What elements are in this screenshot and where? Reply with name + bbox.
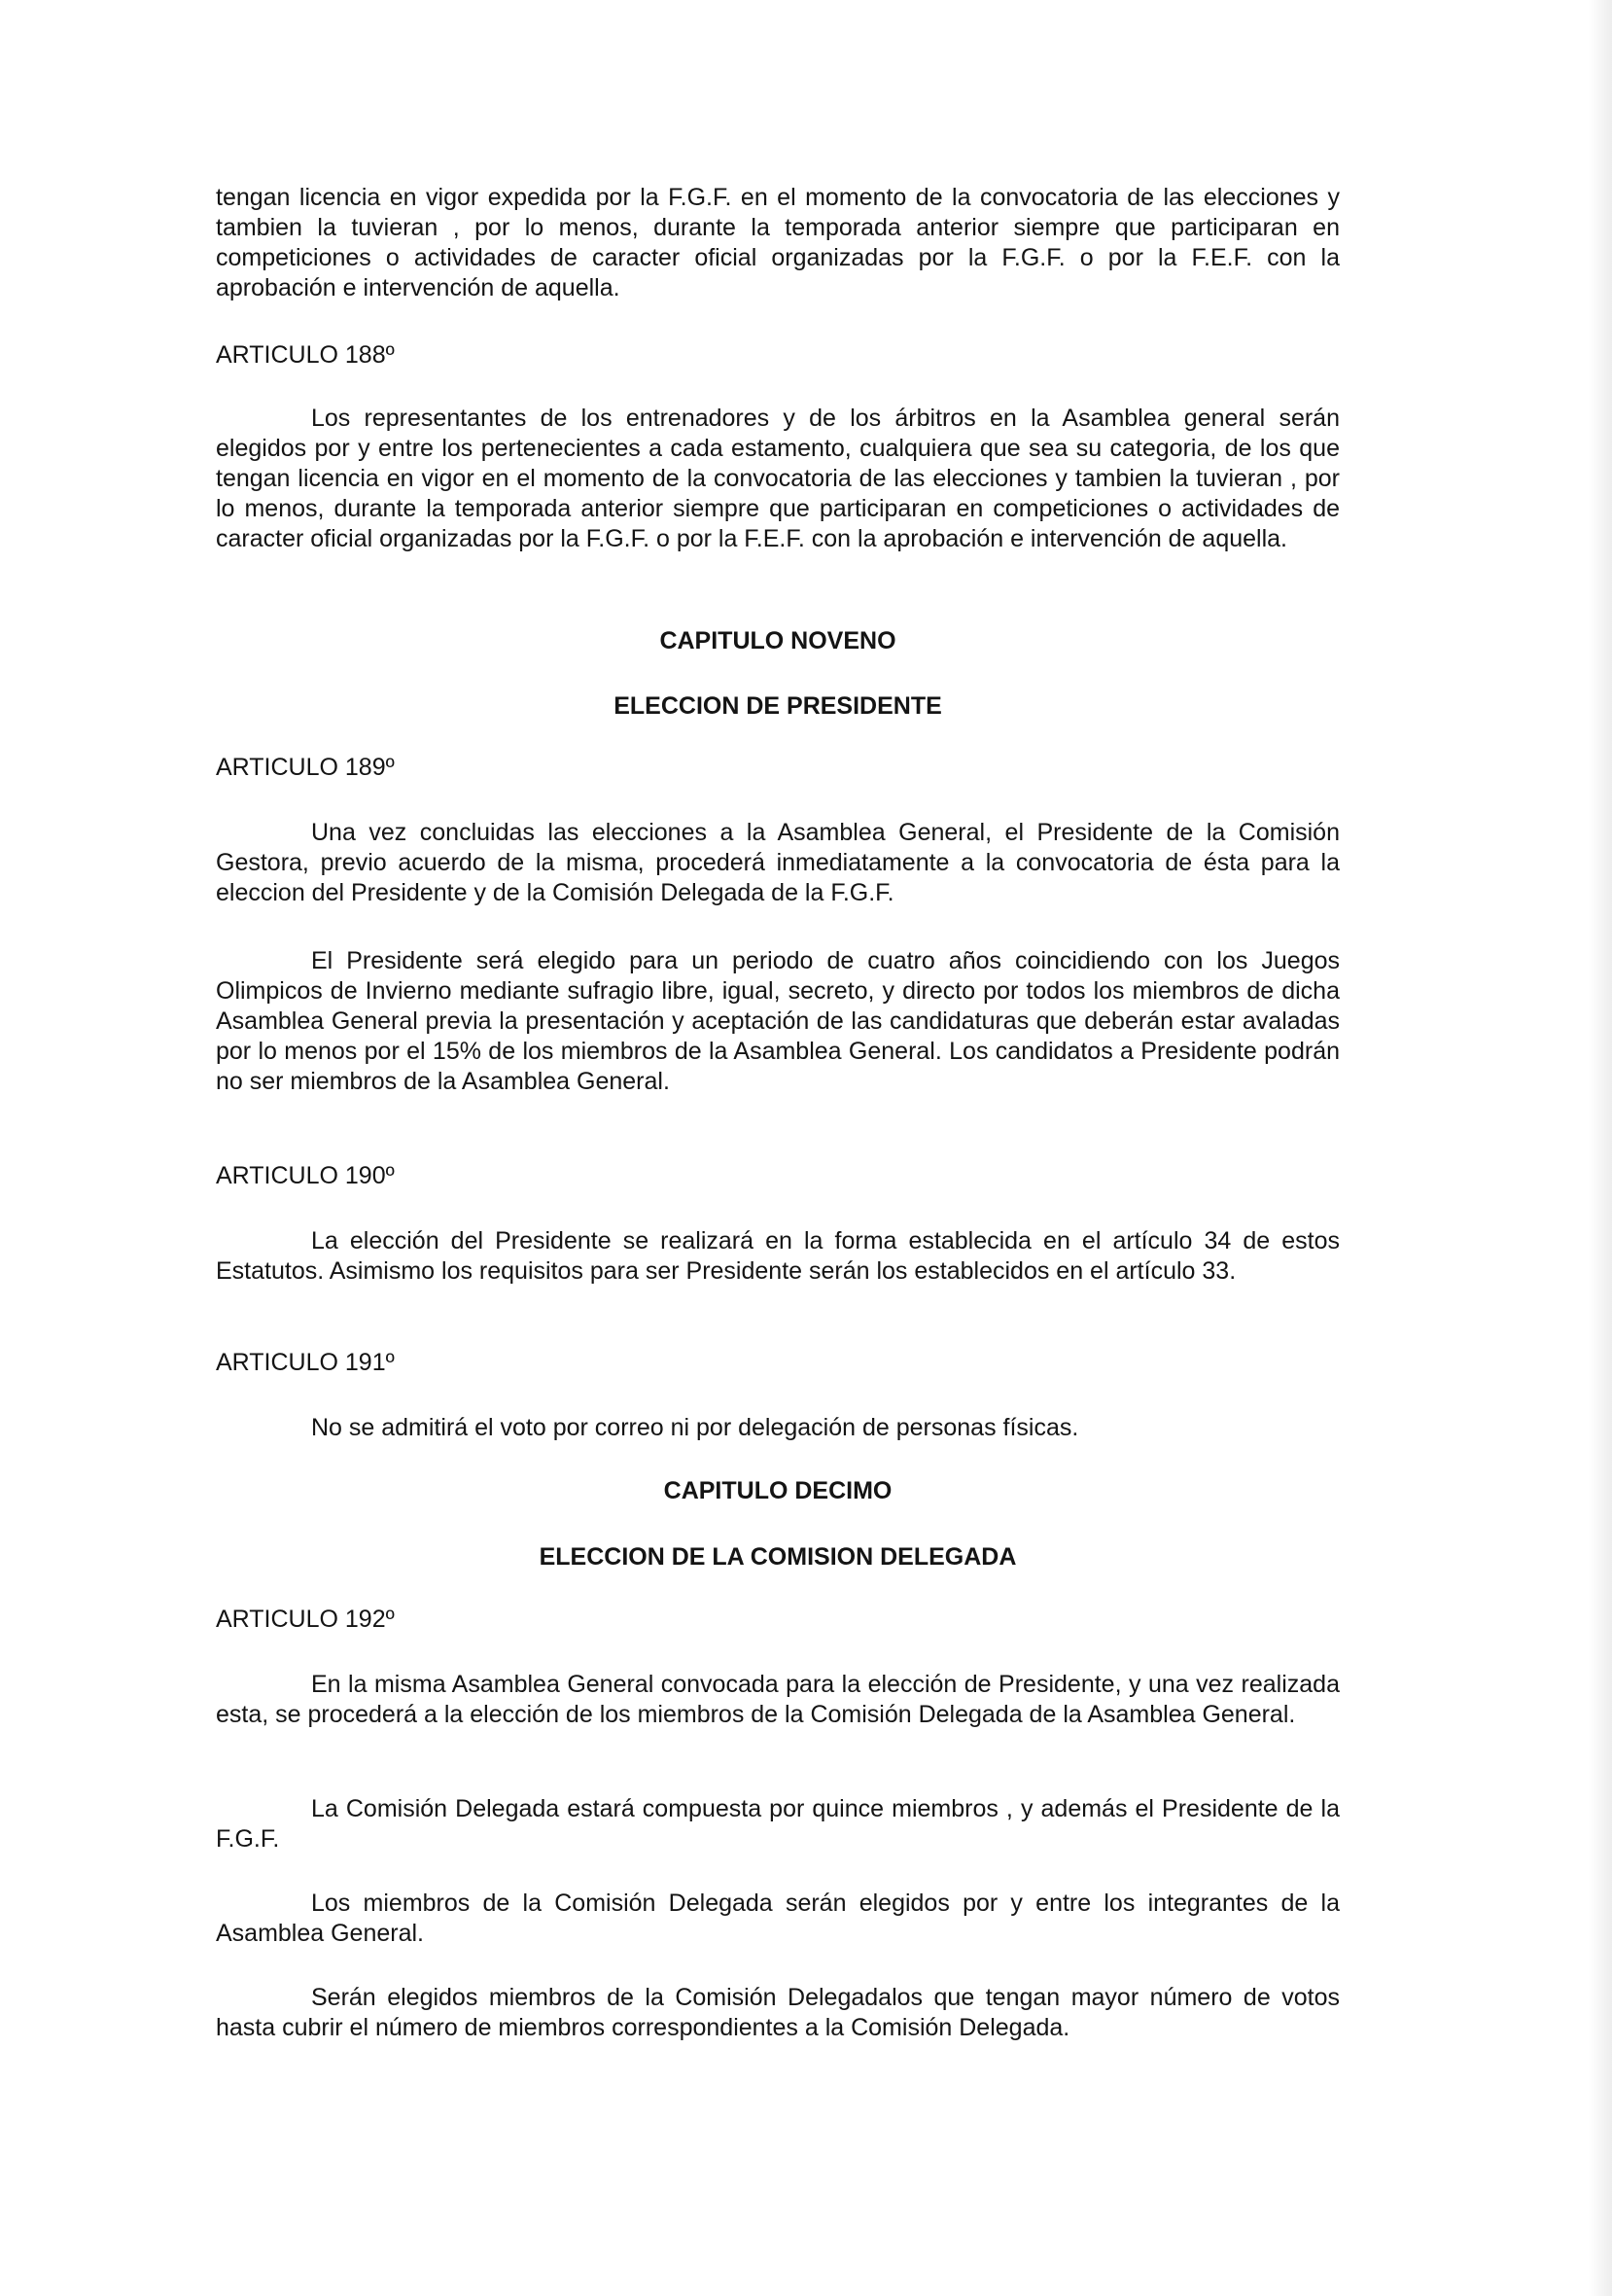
chapter-9-title: CAPITULO NOVENO	[659, 627, 896, 654]
article-192-paragraph-3: Los miembros de la Comisión Delegada serán elegidos por y entre los integrantes de la Asamblea General.	[216, 1890, 1340, 1947]
chapter-10-title: CAPITULO DECIMO	[663, 1477, 893, 1504]
chapter-9-subtitle: ELECCION DE PRESIDENTE	[613, 692, 942, 720]
article-190-heading: ARTICULO 190º	[216, 1162, 395, 1189]
article-190-paragraph-1: La elección del Presidente se realizará en la forma establecida en el artículo 34 de estos Estatutos. Asimismo los requisitos para ser Presidente serán los establecidos en el artículo 33.	[216, 1227, 1340, 1285]
article-192-heading: ARTICULO 192º	[216, 1606, 395, 1633]
article-192-paragraph-1: En la misma Asamblea General convocada para la elección de Presidente, y una vez realizada esta, se procederá a la elección de los miembros de la Comisión Delegada de la Asamblea General.	[216, 1671, 1340, 1728]
page-edge-shadow	[1589, 0, 1612, 2296]
article-191-heading: ARTICULO 191º	[216, 1349, 395, 1376]
article-189-heading: ARTICULO 189º	[216, 754, 395, 781]
article-192-paragraph-4: Serán elegidos miembros de la Comisión Delegadalos que tengan mayor número de votos hasta cubrir el número de miembros correspondientes a la Comisión Delegada.	[216, 1984, 1340, 2041]
article-188-heading: ARTICULO 188º	[216, 341, 395, 369]
article-188-paragraph-1: Los representantes de los entrenadores y de los árbitros en la Asamblea general serán elegidos por y entre los pertenecientes a cada estamento, cualquiera que sea su categoria, de los que tengan licencia en vigor en el momento de la convocatoria de las elecciones y tambien la tuvieran , por lo menos, durante la temporada anterior siempre que participaran en competiciones o actividades de caracter oficial organizadas por la F.G.F. o por la F.E.F. con la aprobación e intervención de aquella.	[216, 405, 1340, 552]
article-192-paragraph-2: La Comisión Delegada estará compuesta por quince miembros , y además el Presidente de la F.G.F.	[216, 1795, 1340, 1853]
article-189-paragraph-1: Una vez concluidas las elecciones a la Asamblea General, el Presidente de la Comisión Gestora, previo acuerdo de la misma, procederá inmediatamente a la convocatoria de ésta para la eleccion del Presidente y de la Comisión Delegada de la F.G.F.	[216, 819, 1340, 906]
chapter-10-subtitle: ELECCION DE LA COMISION DELEGADA	[539, 1543, 1017, 1571]
intro-paragraph: tengan licencia en vigor expedida por la F.G.F. en el momento de la convocatoria de las elecciones y tambien la tuvieran , por lo menos, durante la temporada anterior siempre que participaran en competiciones o actividades de caracter oficial organizadas por la F.G.F. o por la F.E.F. con la aprobación e intervención de aquella.	[216, 184, 1340, 301]
article-189-paragraph-2: El Presidente será elegido para un periodo de cuatro años coincidiendo con los Juegos Olimpicos de Invierno mediante sufragio libre, igual, secreto, y directo por todos los miembros de dicha Asamblea General previa la presentación y aceptación de las candidaturas que deberán estar avaladas por lo menos por el 15% de los miembros de la Asamblea General. Los candidatos a Presidente podrán no ser miembros de la Asamblea General.	[216, 947, 1340, 1095]
article-191-paragraph-1: No se admitirá el voto por correo ni por delegación de personas físicas.	[311, 1414, 1079, 1441]
